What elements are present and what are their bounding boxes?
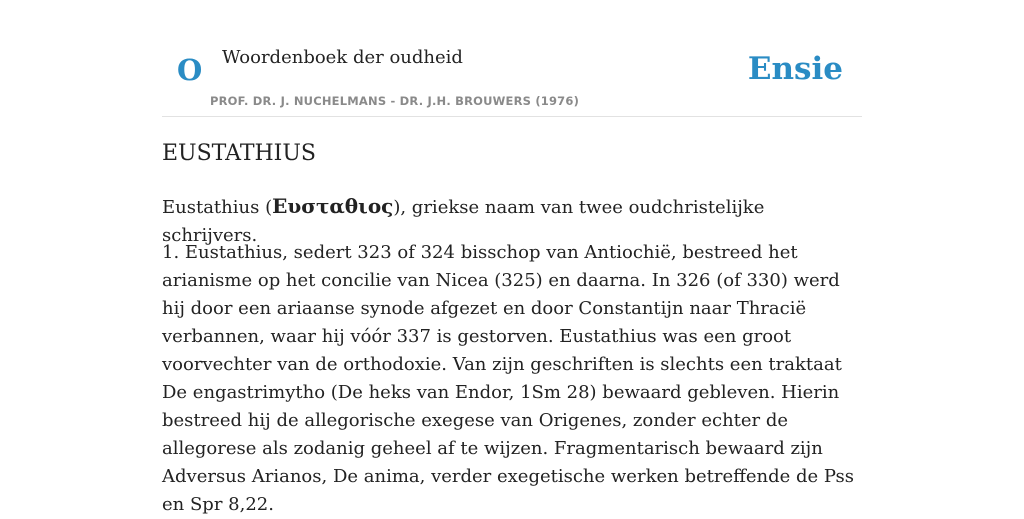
entry-paragraph-1: 1. Eustathius, sedert 323 of 324 bisschop van Antiochië, bestreed het arianisme op het concilie van Nicea (325) en daarna. In 326 (of 330) werd hij door een ariaanse synode afgezet en door Constantijn naar Thracië verbannen, waar hij vóór 337 is gestorven. Eustathius was een groot voorvechter van de orthodoxie. Van zijn geschriften is slechts een traktaat De engastrimytho (De heks van Endor, 1Sm 28) bewaard gebleven. Hierin bestreed hij de allegorische exegese van Origenes, zonder echter de allegorese als zodanig geheel af te wijzen. Fragmentarisch bewaard zijn Adversus Arianos, De anima, verder exegetische werken betreffende de Pss en Spr 8,22. <box>162 242 855 515</box>
greek-name: Ευσταθιος <box>272 194 394 218</box>
intro-text-before: Eustathius ( <box>162 197 273 218</box>
ensie-logo-link[interactable]: Ensie <box>747 51 843 87</box>
intro-text-after: ), griekse naam van twee oudchristelijke schrijvers. <box>162 197 765 246</box>
entry-title: EUSTATHIUS <box>162 141 316 166</box>
dictionary-authors: PROF. DR. J. NUCHELMANS - DR. J.H. BROUWERS (1976) <box>210 94 580 108</box>
letter-badge[interactable]: O <box>177 53 203 87</box>
dictionary-header <box>162 0 862 117</box>
dictionary-title-link[interactable]: Woordenboek der oudheid <box>222 47 463 68</box>
page-container <box>162 0 862 515</box>
